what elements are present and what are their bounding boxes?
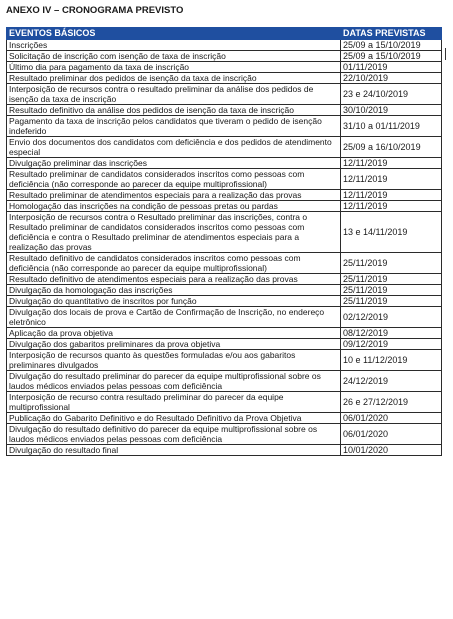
table-row	[7, 274, 442, 285]
table-row	[7, 253, 442, 274]
table-row	[7, 350, 442, 371]
event-cell: Interposição de recursos contra o Resultado preliminar das inscrições, contra o Resultado preliminar de candidatos considerados inscritos como pessoas com deficiência e contra o Resultado preliminar de atendimentos especiais para a realização das provas	[7, 212, 341, 253]
date-cell: 25/11/2019	[341, 253, 442, 274]
event-cell: Resultado definitivo de atendimentos especiais para a realização das provas	[7, 274, 341, 285]
table-row	[7, 51, 442, 62]
event-cell: Resultado preliminar de candidatos considerados inscritos como pessoas com deficiência (não corresponde ao parecer da equipe multiprofissional)	[7, 169, 341, 190]
date-cell: 01/11/2019	[341, 62, 442, 73]
table-row	[7, 73, 442, 84]
event-cell: Divulgação do resultado preliminar do parecer da equipe multiprofissional sobre os laudos médicos enviados pelas pessoas com deficiência	[7, 371, 341, 392]
date-cell: 06/01/2020	[341, 424, 442, 445]
table-row	[7, 84, 442, 105]
event-cell: Divulgação da homologação das inscrições	[7, 285, 341, 296]
event-cell: Divulgação preliminar das inscrições	[7, 158, 341, 169]
table-row	[7, 190, 442, 201]
table-row	[7, 105, 442, 116]
cursor-mark	[445, 48, 446, 60]
date-cell: 09/12/2019	[341, 339, 442, 350]
event-cell: Divulgação do quantitativo de inscritos por função	[7, 296, 341, 307]
date-cell: 10 e 11/12/2019	[341, 350, 442, 371]
event-cell: Inscrições	[7, 40, 341, 51]
event-cell: Interposição de recurso contra resultado preliminar do parecer da equipe multiprofissional	[7, 392, 341, 413]
table-row	[7, 116, 442, 137]
date-cell: 22/10/2019	[341, 73, 442, 84]
table-row	[7, 328, 442, 339]
event-cell: Divulgação do resultado final	[7, 445, 341, 456]
document-title: ANEXO IV – CRONOGRAMA PREVISTO	[6, 5, 184, 16]
date-cell: 12/11/2019	[341, 169, 442, 190]
date-cell: 25/09 a 15/10/2019	[341, 51, 442, 62]
table-row	[7, 201, 442, 212]
date-cell: 30/10/2019	[341, 105, 442, 116]
event-cell: Resultado definitivo da análise dos pedidos de isenção da taxa de inscrição	[7, 105, 341, 116]
date-cell: 31/10 a 01/11/2019	[341, 116, 442, 137]
event-cell: Último dia para pagamento da taxa de inscrição	[7, 62, 341, 73]
date-cell: 25/11/2019	[341, 274, 442, 285]
date-cell: 13 e 14/11/2019	[341, 212, 442, 253]
date-cell: 25/11/2019	[341, 285, 442, 296]
date-cell: 02/12/2019	[341, 307, 442, 328]
date-cell: 24/12/2019	[341, 371, 442, 392]
date-cell: 12/11/2019	[341, 190, 442, 201]
table-row	[7, 424, 442, 445]
date-cell: 25/09 a 15/10/2019	[341, 40, 442, 51]
table-body	[7, 40, 442, 456]
table-row	[7, 169, 442, 190]
date-cell: 08/12/2019	[341, 328, 442, 339]
event-cell: Pagamento da taxa de inscrição pelos candidatos que tiveram o pedido de isenção indeferido	[7, 116, 341, 137]
event-cell: Divulgação dos gabaritos preliminares da prova objetiva	[7, 339, 341, 350]
table-row	[7, 392, 442, 413]
date-cell: 10/01/2020	[341, 445, 442, 456]
table-row	[7, 285, 442, 296]
event-cell: Aplicação da prova objetiva	[7, 328, 341, 339]
table-row	[7, 445, 442, 456]
date-cell: 06/01/2020	[341, 413, 442, 424]
event-cell: Homologação das inscrições na condição de pessoas pretas ou pardas	[7, 201, 341, 212]
date-cell: 12/11/2019	[341, 201, 442, 212]
column-header-events: EVENTOS BÁSICOS	[7, 28, 341, 40]
table-row	[7, 158, 442, 169]
column-header-dates: DATAS PREVISTAS	[341, 28, 442, 40]
event-cell: Resultado preliminar de atendimentos especiais para a realização das provas	[7, 190, 341, 201]
event-cell: Resultado preliminar dos pedidos de isenção da taxa de inscrição	[7, 73, 341, 84]
table-row	[7, 339, 442, 350]
event-cell: Divulgação do resultado definitivo do parecer da equipe multiprofissional sobre os laudos médicos enviados pelas pessoas com deficiência	[7, 424, 341, 445]
table-row	[7, 212, 442, 253]
event-cell: Divulgação dos locais de prova e Cartão de Confirmação de Inscrição, no endereço eletrônico	[7, 307, 341, 328]
table-row	[7, 40, 442, 51]
table-row	[7, 371, 442, 392]
table-row	[7, 137, 442, 158]
date-cell: 12/11/2019	[341, 158, 442, 169]
event-cell: Resultado definitivo de candidatos considerados inscritos como pessoas com deficiência (não corresponde ao parecer da equipe multiprofissional)	[7, 253, 341, 274]
event-cell: Envio dos documentos dos candidatos com deficiência e dos pedidos de atendimento especial	[7, 137, 341, 158]
date-cell: 26 e 27/12/2019	[341, 392, 442, 413]
table-row	[7, 296, 442, 307]
date-cell: 25/11/2019	[341, 296, 442, 307]
table-row	[7, 307, 442, 328]
event-cell: Interposição de recursos quanto às questões formuladas e/ou aos gabaritos preliminares divulgados	[7, 350, 341, 371]
table-row	[7, 62, 442, 73]
event-cell: Interposição de recursos contra o resultado preliminar da análise dos pedidos de isenção da taxa de inscrição	[7, 84, 341, 105]
date-cell: 23 e 24/10/2019	[341, 84, 442, 105]
date-cell: 25/09 a 16/10/2019	[341, 137, 442, 158]
event-cell: Publicação do Gabarito Definitivo e do Resultado Definitivo da Prova Objetiva	[7, 413, 341, 424]
schedule-table	[6, 27, 442, 456]
table-header-row	[7, 28, 442, 40]
table-row	[7, 413, 442, 424]
event-cell: Solicitação de inscrição com isenção de taxa de inscrição	[7, 51, 341, 62]
